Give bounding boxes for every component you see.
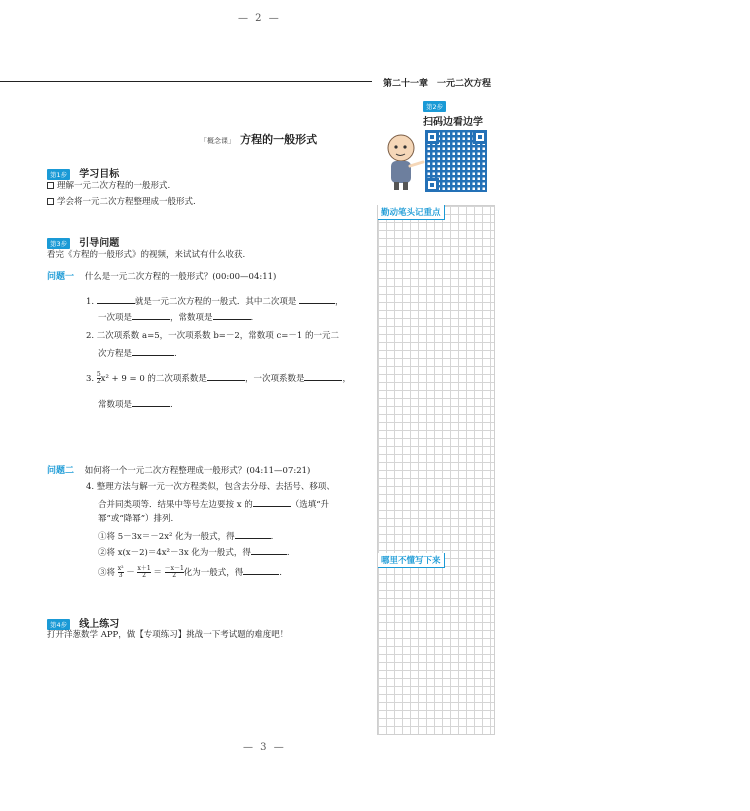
answer-blank[interactable] — [243, 566, 279, 575]
answer-blank[interactable] — [304, 372, 342, 381]
q2-item-4-line-1: 4. 整理方法与解一元一次方程类似，包含去分母、去括号、移项、 — [86, 482, 335, 492]
q2-item-4-line-2: 合并同类项等．结果中等号左边要按 x 的 （选填“升 — [98, 500, 330, 510]
q1-item-1-line-1: 1. 就是一元二次方程的一般式．其中二次项是 ， — [86, 297, 344, 307]
question-2-text: 如何将一个一元二次方程整理成一般形式？(04:11—07:21) — [84, 466, 311, 476]
lesson-tag: 「概念课」 — [200, 137, 235, 145]
answer-blank[interactable] — [213, 311, 251, 320]
chapter-title: 第二十一章 一元二次方程 — [383, 79, 492, 89]
notes-label-2: 哪里不懂写下来 — [378, 553, 445, 568]
step1-title: 学习目标 — [79, 169, 120, 180]
step3-badge: 第3步 — [47, 238, 70, 249]
step3-title: 引导问题 — [79, 238, 120, 249]
qr-code-icon[interactable] — [425, 130, 487, 192]
fraction: $\frac{x+1}{2}$ — [137, 565, 151, 579]
lesson-title: 方程的一般形式 — [240, 133, 318, 146]
question-1-label: 问题一 — [47, 272, 75, 282]
checkbox-icon — [47, 182, 54, 189]
q2-sub-3: ③将 $\frac{\text{x²}}{3}$ － $\frac{x+1}{2}$ ＝ $\frac{-x-1}{2}$ 化为一般式，得 . — [98, 565, 282, 579]
qr-title: 扫码边看边学 — [423, 117, 483, 128]
goal-item: 理解一元二次方程的一般形式. — [47, 181, 170, 192]
step4-heading — [47, 612, 119, 631]
step4-title: 线上练习 — [79, 619, 120, 630]
step1-heading — [47, 162, 119, 181]
step4-badge: 第4步 — [47, 619, 70, 630]
q2-item-4-line-3: 幂”或“降幂”）排列. — [98, 514, 174, 524]
fraction: $\frac{\text{x²}}{3}$ — [117, 565, 124, 579]
answer-blank[interactable] — [132, 398, 170, 407]
step3-intro: 看完《方程的一般形式》的视频，来试试有什么收获. — [47, 250, 246, 260]
top-page-number: — 2 — — [238, 13, 281, 24]
answer-blank[interactable] — [132, 347, 174, 356]
fraction: $\frac{5}{2}$ — [96, 371, 101, 385]
q1-item-2-line-2: 次方程是 . — [98, 349, 177, 359]
answer-blank[interactable] — [235, 530, 271, 539]
answer-blank[interactable] — [97, 295, 135, 304]
question-2 — [47, 466, 310, 477]
q2-sub-1: ①将 5－3x＝－2x² 化为一般式，得 . — [98, 532, 274, 542]
fraction: $\frac{-x-1}{2}$ — [164, 565, 184, 579]
step3-heading — [47, 231, 119, 250]
question-1-text: 什么是一元二次方程的一般形式？(00:00—04:11) — [84, 272, 277, 282]
answer-blank[interactable] — [253, 498, 291, 507]
lesson-heading — [200, 128, 317, 147]
header-rule — [0, 81, 372, 82]
answer-blank[interactable] — [207, 372, 245, 381]
step4-text: 打开洋葱数学 APP，做【专项练习】挑战一下考试题的难度吧！ — [47, 630, 289, 640]
q2-sub-2: ②将 x(x－2)＝4x²－3x 化为一般式，得 . — [98, 548, 290, 558]
qr-step-badge: 第2步 — [423, 101, 446, 112]
step1-badge: 第1步 — [47, 169, 70, 180]
bottom-page-number: — 3 — — [243, 742, 286, 753]
question-2-label: 问题二 — [47, 466, 75, 476]
checkbox-icon — [47, 198, 54, 205]
answer-blank[interactable] — [132, 311, 170, 320]
question-1 — [47, 272, 276, 283]
qr-panel — [383, 98, 495, 196]
q1-item-1-line-2: 一次项是 ，常数项是 . — [98, 313, 254, 323]
notes-grid[interactable] — [377, 205, 495, 735]
notes-label-1: 勤动笔头记重点 — [378, 205, 445, 220]
goal-item: 学会将一元二次方程整理成一般形式. — [47, 197, 196, 208]
q1-item-2-line-1: 2. 二次项系数 a=5，一次项系数 b=－2，常数项 c=－1 的一元二 — [86, 331, 339, 341]
mascot-icon — [383, 132, 425, 192]
q1-item-3-line-1: 3. $\frac{5}{2}$ x² + 9 = 0 的二次项系数是 ，一次项系数是 ， — [86, 371, 351, 385]
answer-blank[interactable] — [299, 295, 335, 304]
answer-blank[interactable] — [251, 546, 287, 555]
q1-item-3-line-2: 常数项是 . — [98, 400, 173, 410]
